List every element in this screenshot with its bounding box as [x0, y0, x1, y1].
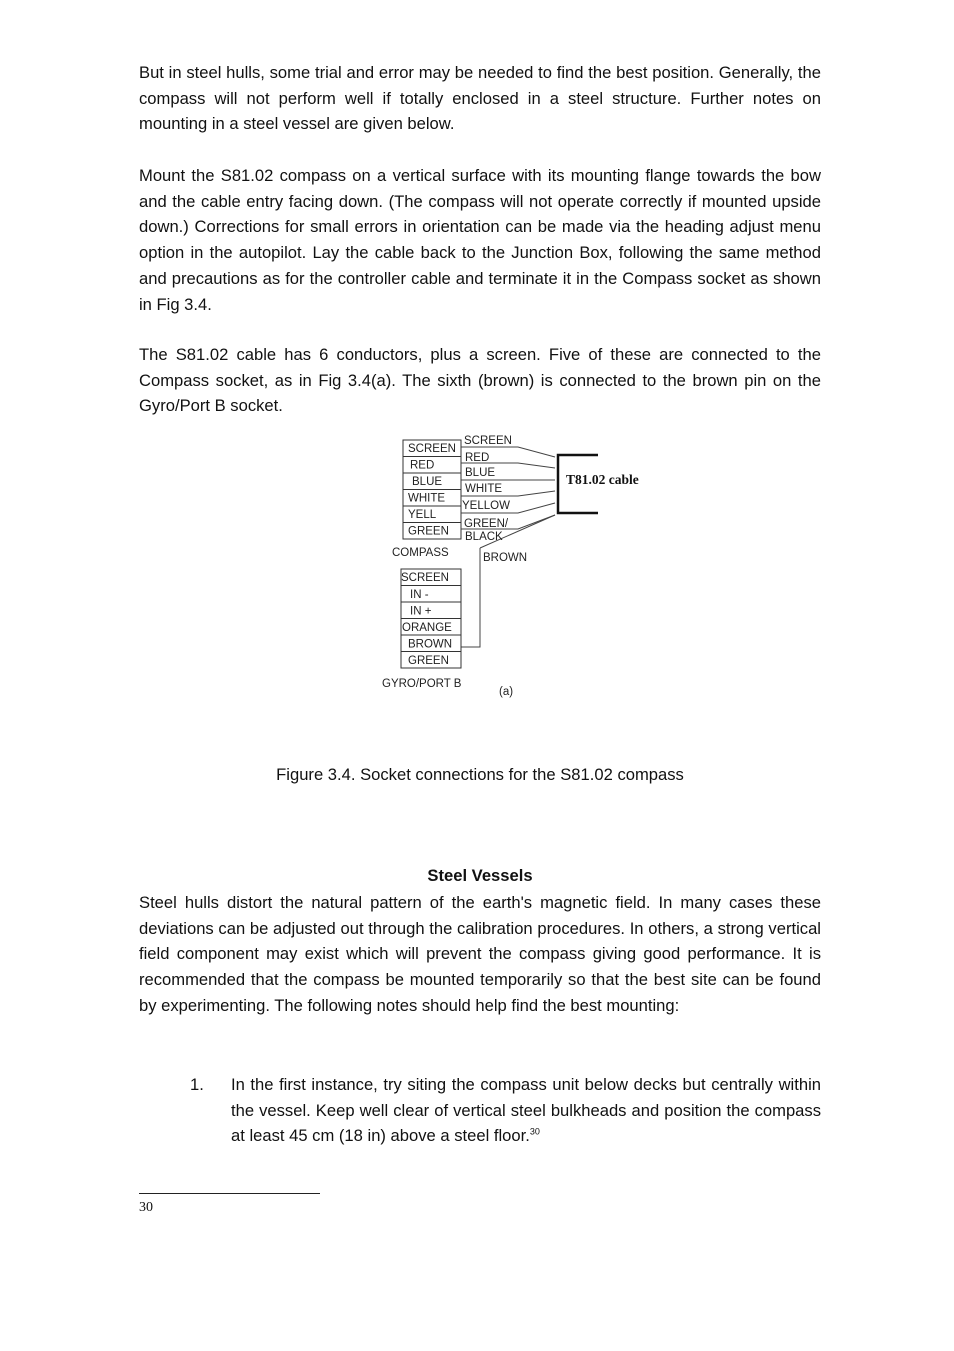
brown-wire-label: BROWN — [483, 552, 528, 564]
paragraph-cable: The S81.02 cable has 6 conductors, plus a screen. Five of these are connected to the Compass socket, as in Fig 3.4(a). The sixth (brown) is connected to the brown pin on the Gyro/Port B socket. — [139, 345, 821, 416]
gyro-pin-label: BROWN — [408, 638, 453, 651]
section-body: Steel hulls distort the natural pattern of the earth's magnetic field. In many cases these deviations can be adjusted out through the calibration procedures. In others, a strong vertical field component may exist which will prevent the compass giving good performance. It is recommended that the compass be mounted temporarily so that the best site can be found by experimenting. The following notes should help find the best mounting: — [139, 893, 821, 1015]
gyro-pin-label: IN - — [410, 589, 429, 601]
list-item-body: In the first instance, try siting the compass unit below decks but centrally within the vessel. Keep well clear of vertical steel bulkheads and position the compass at least 45 cm (18 in) above a steel floor. — [231, 1075, 821, 1146]
footnote-reference[interactable]: 30 — [529, 1126, 540, 1137]
compass-pin-label: RED — [410, 459, 435, 472]
wire-label: BLUE — [465, 467, 496, 479]
wire-label: BLACK — [465, 531, 503, 543]
wire-label: RED — [465, 452, 490, 464]
gyro-pin-label: ORANGE — [402, 622, 452, 634]
cable-label: T81.02 cable — [566, 472, 639, 487]
gyro-pin-label: GREEN — [408, 655, 449, 667]
footnote-divider — [139, 1193, 320, 1194]
compass-pin-label: WHITE — [408, 492, 446, 505]
compass-pin-label: BLUE — [412, 476, 443, 488]
list-item-number: 1. — [190, 1075, 204, 1094]
wire-label: SCREEN — [464, 435, 512, 447]
compass-socket-label: COMPASS — [392, 547, 449, 559]
gyro-socket-label: GYRO/PORT B — [382, 678, 462, 690]
paragraph-steel-hulls: But in steel hulls, some trial and error may be needed to find the best position. Generally, the compass will not perform well if totally enclosed in a steel structure. Further notes on mounting in a steel vessel are given below. — [139, 63, 821, 134]
socket-diagram — [370, 430, 670, 705]
compass-pin-label: GREEN — [408, 525, 449, 538]
gyro-pin-label: SCREEN — [401, 572, 449, 584]
footnote-number: 30 — [139, 1200, 153, 1215]
wire-label: WHITE — [465, 483, 503, 495]
wire-label: GREEN/ — [464, 518, 509, 530]
figure-sub-label: (a) — [499, 686, 514, 698]
section-heading: Steel Vessels — [427, 866, 533, 885]
figure-caption: Figure 3.4. Socket connections for the S81.02 compass — [276, 765, 684, 784]
paragraph-mounting: Mount the S81.02 compass on a vertical surface with its mounting flange towards the bow and the cable entry facing down. (The compass will not operate correctly if mounted upside down.) Corrections for small errors in orientation can be made via the heading adjust menu option in the autopilot. Lay the cable back to the Junction Box, following the same method and precautions as for the controller cable and terminate it in the Compass socket as shown in Fig 3.4. — [139, 166, 821, 314]
list-item-text — [231, 1072, 821, 1149]
wire-label: YELLOW — [462, 500, 510, 512]
compass-pin-label: SCREEN — [408, 443, 456, 455]
compass-pin-label: YELL — [408, 509, 437, 521]
gyro-pin-label: IN + — [410, 605, 432, 618]
